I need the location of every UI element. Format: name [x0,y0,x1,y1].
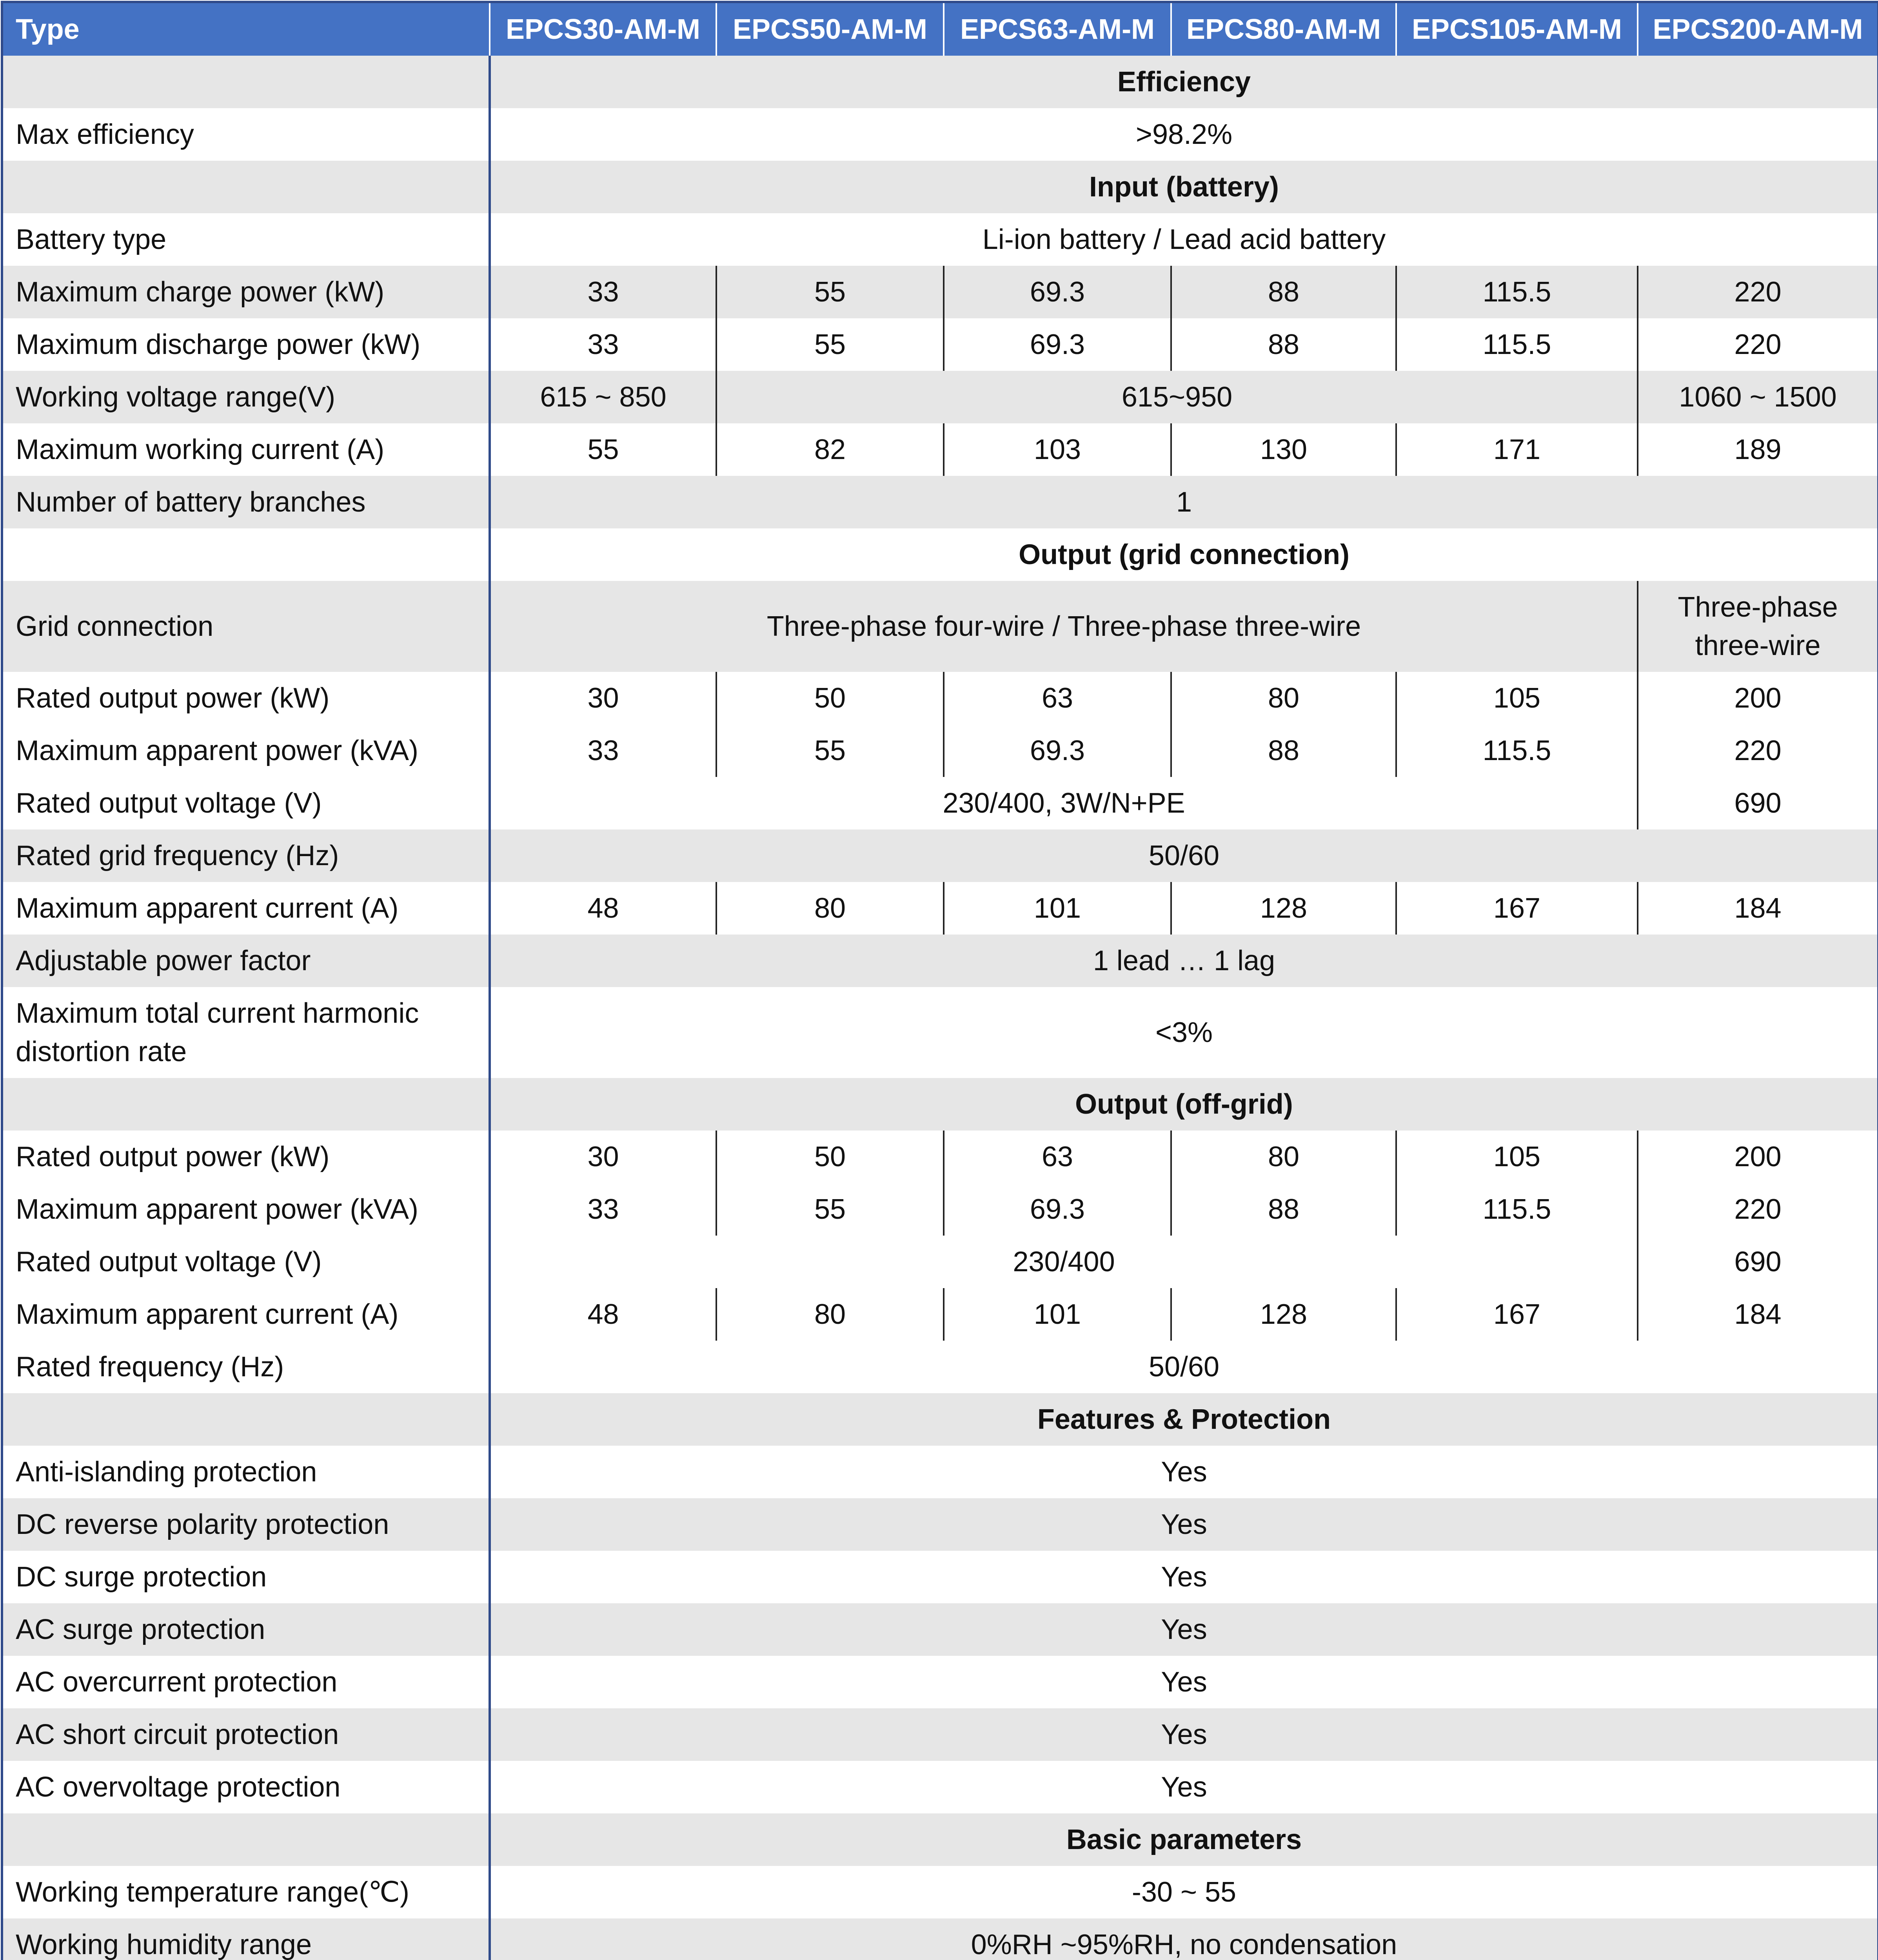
merged-value-cell: -30 ~ 55 [490,1866,1878,1918]
table-row [2,1131,1878,1183]
merged-value-cell: Yes [490,1446,1878,1498]
section-label-cell [2,161,490,213]
section-title: Efficiency [490,56,1878,108]
table-row [2,423,1878,476]
row-label: AC short circuit protection [2,1708,490,1761]
row-label: Max efficiency [2,108,490,161]
merged-value-cell: 0%RH ~95%RH, no condensation [490,1918,1878,1960]
value-cell: 105 [1396,1131,1638,1183]
table-row [2,1446,1878,1498]
value-cell: 1060 ~ 1500 [1638,371,1878,423]
value-cell: 55 [716,266,944,318]
table-body [2,56,1878,1960]
row-label: Anti-islanding protection [2,1446,490,1498]
value-cell: 220 [1638,266,1878,318]
table-row [2,213,1878,266]
value-cell: 115.5 [1396,1183,1638,1236]
merged-value-cell: Yes [490,1656,1878,1708]
row-label: Maximum discharge power (kW) [2,318,490,371]
model-header: EPCS105-AM-M [1396,2,1638,56]
value-cell: 80 [1171,1131,1396,1183]
merged-value-cell: 1 [490,476,1878,528]
row-label: Number of battery branches [2,476,490,528]
type-header: Type [2,2,490,56]
section-row [2,1078,1878,1131]
value-cell: 220 [1638,724,1878,777]
value-cell: 30 [490,672,716,724]
model-header: EPCS50-AM-M [716,2,944,56]
value-cell: 50 [716,672,944,724]
row-label: Rated output power (kW) [2,1131,490,1183]
section-title: Features & Protection [490,1393,1878,1446]
row-label: Maximum working current (A) [2,423,490,476]
value-cell: Three-phase three-wire [1638,581,1878,672]
section-title: Input (battery) [490,161,1878,213]
value-cell: 48 [490,1288,716,1341]
row-label: Working voltage range(V) [2,371,490,423]
table-row [2,724,1878,777]
section-label-cell [2,1393,490,1446]
value-cell: 50 [716,1131,944,1183]
value-cell: 88 [1171,724,1396,777]
value-cell: 128 [1171,882,1396,935]
merged-value-cell: Three-phase four-wire / Three-phase three-wire [490,581,1638,672]
merged-value-cell: Yes [490,1603,1878,1656]
row-label: Maximum apparent power (kVA) [2,724,490,777]
merged-value-cell: 230/400 [490,1236,1638,1288]
value-cell: 82 [716,423,944,476]
row-label: Rated output power (kW) [2,672,490,724]
section-title: Output (grid connection) [490,528,1878,581]
section-label-cell [2,1078,490,1131]
row-label: Adjustable power factor [2,935,490,987]
value-cell: 200 [1638,1131,1878,1183]
table-row [2,1708,1878,1761]
merged-value-cell: 230/400, 3W/N+PE [490,777,1638,829]
merged-value-cell: 615~950 [716,371,1638,423]
table-row [2,935,1878,987]
value-cell: 33 [490,318,716,371]
model-header: EPCS30-AM-M [490,2,716,56]
row-label: Rated output voltage (V) [2,777,490,829]
merged-value-cell: Yes [490,1708,1878,1761]
value-cell: 690 [1638,1236,1878,1288]
section-row [2,161,1878,213]
row-label: AC overcurrent protection [2,1656,490,1708]
row-label: Maximum apparent current (A) [2,1288,490,1341]
row-label: Rated grid frequency (Hz) [2,829,490,882]
value-cell: 128 [1171,1288,1396,1341]
merged-value-cell: Yes [490,1498,1878,1551]
table-row [2,1866,1878,1918]
value-cell: 33 [490,266,716,318]
table-row [2,581,1878,672]
value-cell: 80 [1171,672,1396,724]
section-label-cell [2,1813,490,1866]
section-label-cell [2,56,490,108]
table-row [2,987,1878,1078]
value-cell: 63 [944,1131,1171,1183]
value-cell: 80 [716,1288,944,1341]
row-label: Battery type [2,213,490,266]
merged-value-cell: 1 lead … 1 lag [490,935,1878,987]
row-label: DC reverse polarity protection [2,1498,490,1551]
row-label: Grid connection [2,581,490,672]
table-row [2,1761,1878,1813]
table-row [2,829,1878,882]
value-cell: 115.5 [1396,266,1638,318]
model-header: EPCS63-AM-M [944,2,1171,56]
value-cell: 167 [1396,1288,1638,1341]
value-cell: 55 [716,724,944,777]
row-label: Working humidity range [2,1918,490,1960]
value-cell: 220 [1638,318,1878,371]
table-row [2,777,1878,829]
value-cell: 184 [1638,1288,1878,1341]
section-row [2,528,1878,581]
table-row [2,1603,1878,1656]
value-cell: 189 [1638,423,1878,476]
table-row [2,476,1878,528]
section-row [2,56,1878,108]
value-cell: 55 [716,318,944,371]
row-label: AC overvoltage protection [2,1761,490,1813]
merged-value-cell: Yes [490,1551,1878,1603]
row-label: AC surge protection [2,1603,490,1656]
value-cell: 101 [944,882,1171,935]
merged-value-cell: >98.2% [490,108,1878,161]
section-title: Output (off-grid) [490,1078,1878,1131]
table-row [2,672,1878,724]
table-row [2,1918,1878,1960]
section-label-cell [2,528,490,581]
row-label: Maximum total current harmonic distortion rate [2,987,490,1078]
value-cell: 69.3 [944,318,1171,371]
table-row [2,1183,1878,1236]
value-cell: 69.3 [944,724,1171,777]
section-title: Basic parameters [490,1813,1878,1866]
table-row [2,371,1878,423]
table-row [2,1498,1878,1551]
table-row [2,266,1878,318]
value-cell: 105 [1396,672,1638,724]
table-row [2,882,1878,935]
table-row [2,1551,1878,1603]
value-cell: 690 [1638,777,1878,829]
value-cell: 184 [1638,882,1878,935]
section-row [2,1393,1878,1446]
value-cell: 103 [944,423,1171,476]
value-cell: 55 [490,423,716,476]
table-row [2,1288,1878,1341]
value-cell: 115.5 [1396,724,1638,777]
model-header: EPCS200-AM-M [1638,2,1878,56]
value-cell: 130 [1171,423,1396,476]
row-label: Maximum apparent current (A) [2,882,490,935]
merged-value-cell: 50/60 [490,1341,1878,1393]
section-row [2,1813,1878,1866]
table-row [2,1656,1878,1708]
spec-table [1,1,1878,1960]
value-cell: 200 [1638,672,1878,724]
row-label: Working temperature range(℃) [2,1866,490,1918]
table-row [2,108,1878,161]
table-row [2,1236,1878,1288]
header-row [2,2,1878,56]
merged-value-cell: Li-ion battery / Lead acid battery [490,213,1878,266]
value-cell: 69.3 [944,1183,1171,1236]
value-cell: 30 [490,1131,716,1183]
value-cell: 101 [944,1288,1171,1341]
row-label: DC surge protection [2,1551,490,1603]
merged-value-cell: Yes [490,1761,1878,1813]
value-cell: 171 [1396,423,1638,476]
value-cell: 88 [1171,266,1396,318]
row-label: Maximum charge power (kW) [2,266,490,318]
table-row [2,318,1878,371]
value-cell: 63 [944,672,1171,724]
row-label: Rated frequency (Hz) [2,1341,490,1393]
value-cell: 33 [490,724,716,777]
value-cell: 33 [490,1183,716,1236]
value-cell: 55 [716,1183,944,1236]
value-cell: 615 ~ 850 [490,371,716,423]
table-row [2,1341,1878,1393]
row-label: Rated output voltage (V) [2,1236,490,1288]
merged-value-cell: <3% [490,987,1878,1078]
value-cell: 220 [1638,1183,1878,1236]
table-header [2,2,1878,56]
merged-value-cell: 50/60 [490,829,1878,882]
value-cell: 88 [1171,1183,1396,1236]
model-header: EPCS80-AM-M [1171,2,1396,56]
row-label: Maximum apparent power (kVA) [2,1183,490,1236]
value-cell: 80 [716,882,944,935]
value-cell: 115.5 [1396,318,1638,371]
value-cell: 167 [1396,882,1638,935]
value-cell: 69.3 [944,266,1171,318]
value-cell: 48 [490,882,716,935]
value-cell: 88 [1171,318,1396,371]
